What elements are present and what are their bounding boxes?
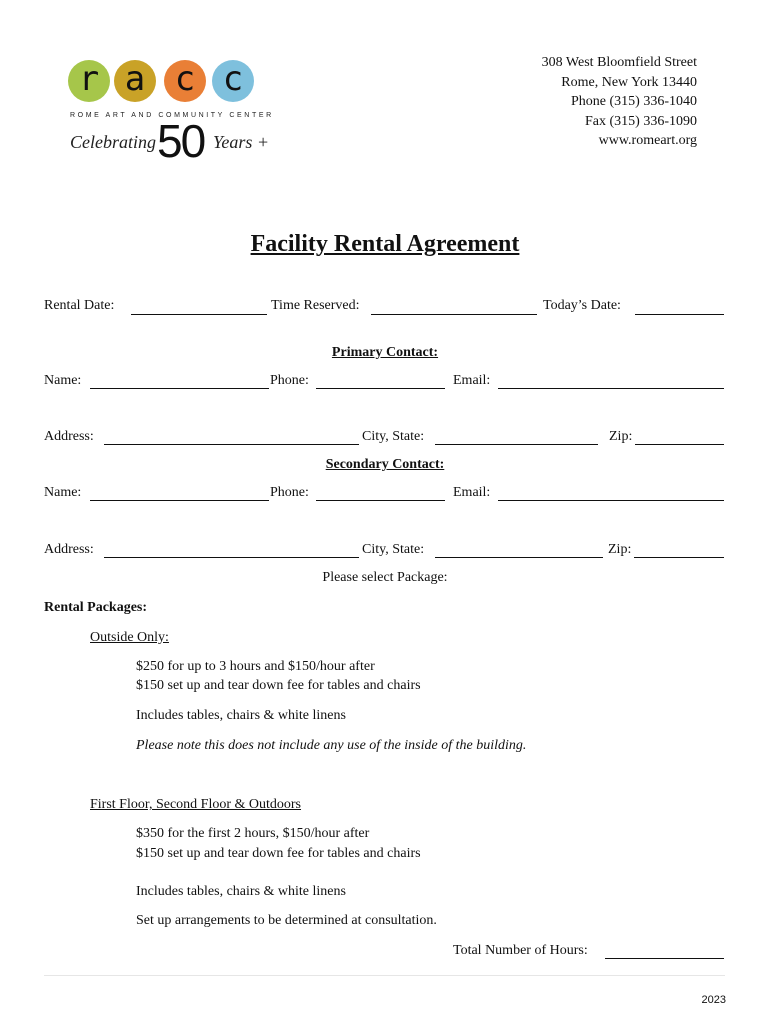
secondary-email-field[interactable]	[498, 500, 724, 501]
floors-includes: Includes tables, chairs & white linens	[136, 884, 346, 899]
primary-email-field[interactable]	[498, 388, 724, 389]
secondary-zip-label: Zip:	[608, 542, 632, 557]
primary-phone-label: Phone:	[270, 373, 309, 388]
floors-setup-note: Set up arrangements to be determined at consultation.	[136, 913, 437, 928]
total-hours-field[interactable]	[605, 958, 724, 959]
floors-price-line2: $150 set up and tear down fee for tables and chairs	[136, 846, 421, 861]
footer-year: 2023	[701, 994, 726, 1006]
logo-circle-r: r	[68, 60, 110, 102]
page-title: Facility Rental Agreement	[250, 231, 520, 257]
secondary-address-field[interactable]	[104, 557, 359, 558]
address-street: 308 West Bloomfield Street	[541, 55, 697, 70]
footer-divider	[44, 975, 725, 976]
floors-title: First Floor, Second Floor & Outdoors	[90, 797, 302, 812]
address-phone: Phone (315) 336-1040	[571, 94, 697, 109]
todays-date-label: Today’s Date:	[543, 298, 621, 313]
logo-circle-a: a	[114, 60, 156, 102]
logo-years: Years +	[213, 132, 270, 152]
primary-city-state-label: City, State:	[362, 429, 425, 444]
primary-name-field[interactable]	[90, 388, 269, 389]
secondary-name-field[interactable]	[90, 500, 269, 501]
select-package-prompt: Please select Package:	[322, 570, 448, 585]
total-hours-label: Total Number of Hours:	[453, 943, 588, 958]
outside-price-line1: $250 for up to 3 hours and $150/hour after	[136, 659, 375, 674]
primary-contact-heading: Primary Contact:	[331, 345, 439, 360]
primary-city-state-field[interactable]	[435, 444, 598, 445]
rental-packages-heading: Rental Packages:	[44, 600, 148, 615]
logo-circle-c2: c	[212, 60, 254, 102]
primary-address-field[interactable]	[104, 444, 359, 445]
outside-only-title: Outside Only:	[90, 630, 169, 645]
secondary-address-label: Address:	[44, 542, 94, 557]
secondary-phone-field[interactable]	[316, 500, 445, 501]
time-reserved-field[interactable]	[371, 314, 537, 315]
primary-name-label: Name:	[44, 373, 82, 388]
secondary-city-state-label: City, State:	[362, 542, 425, 557]
address-website: www.romeart.org	[598, 133, 697, 148]
primary-zip-label: Zip:	[609, 429, 633, 444]
secondary-phone-label: Phone:	[270, 485, 309, 500]
outside-price-line2: $150 set up and tear down fee for tables and chairs	[136, 678, 421, 693]
logo-fifty: 50	[157, 115, 205, 167]
rental-date-field[interactable]	[131, 314, 267, 315]
primary-address-label: Address:	[44, 429, 94, 444]
address-fax: Fax (315) 336-1090	[585, 113, 697, 129]
address-city: Rome, New York 13440	[561, 74, 697, 90]
primary-zip-field[interactable]	[635, 444, 724, 445]
secondary-contact-heading: Secondary Contact:	[325, 457, 445, 472]
logo-tagline: ROME ART AND COMMUNITY CENTER	[70, 112, 274, 119]
outside-includes: Includes tables, chairs & white linens	[136, 708, 346, 723]
secondary-name-label: Name:	[44, 485, 82, 500]
logo-circle-c1: c	[164, 60, 206, 102]
floors-price-line1: $350 for the first 2 hours, $150/hour after	[136, 826, 370, 841]
secondary-city-state-field[interactable]	[435, 557, 603, 558]
primary-phone-field[interactable]	[316, 388, 445, 389]
primary-email-label: Email:	[453, 373, 491, 388]
time-reserved-label: Time Reserved:	[271, 298, 360, 313]
logo-celebrating: Celebrating	[70, 132, 156, 152]
outside-note: Please note this does not include any use of the inside of the building.	[136, 738, 527, 753]
rental-date-label: Rental Date:	[44, 298, 115, 313]
secondary-email-label: Email:	[453, 485, 491, 500]
secondary-zip-field[interactable]	[634, 557, 724, 558]
todays-date-field[interactable]	[635, 314, 724, 315]
organization-address	[542, 53, 697, 151]
